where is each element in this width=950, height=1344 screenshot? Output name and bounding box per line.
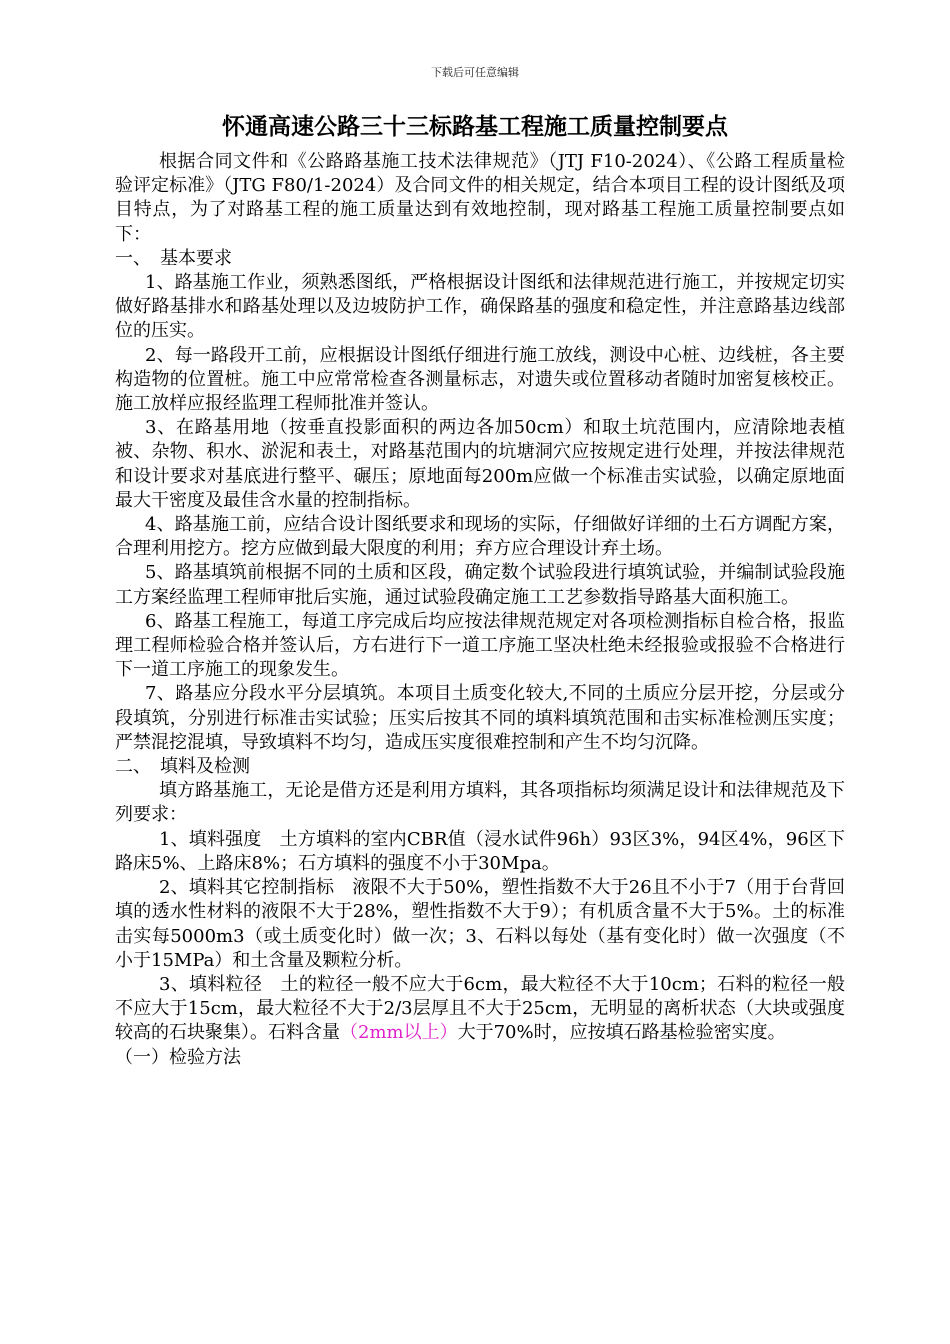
- item-3-text-before: 3、填料粒径 土的粒径一般不应大于6cm，最大粒径不大于10cm；石料的粒径一般不应大于15cm，最大粒径不大于2/3层厚且不大于25cm，无明显的离析状态（大块或强度较高的石块聚集）。石料含量: [115, 973, 845, 1044]
- section-2-intro: 填方路基施工，无论是借方还是利用方填料，其各项指标均须满足设计和法律规范及下列要求：: [115, 780, 845, 826]
- section-1-item-5: 5、路基填筑前根据不同的土质和区段，确定数个试验段进行填筑试验，并编制试验段施工方案经监理工程师审批后实施，通过试验段确定施工工艺参数指导路基大面积施工。: [115, 562, 845, 608]
- section-2-item-2: 2、填料其它控制指标 液限不大于50%，塑性指数不大于26且不小于7（用于台背回填的透水性材料的液限不大于28%，塑性指数不大于9）；有机质含量不大于5%。土的标准击实每5000m3（或土质变化时）做一次；3、石料以每处（基有变化时）做一次强度（不小于15MPa）和土含量及颗粒分析。: [115, 877, 845, 971]
- section-2-subheading: （一）检验方法: [115, 1046, 241, 1068]
- page-header-note: 下载后可任意编辑: [431, 66, 519, 79]
- section-1-item-3: 3、在路基用地（按垂直投影面积的两边各加50cm）和取土坑范围内，应清除地表植被、杂物、积水、淤泥和表土，对路基范围内的坑塘洞穴应按规定进行处理，并按法律规范和设计要求对基底进行整平、碾压；原地面每200m应做一个标准击实试验，以确定原地面最大干密度及最佳含水量的控制指标。: [115, 417, 845, 511]
- item-3-highlight: （2mm以上）: [340, 1022, 458, 1044]
- item-3-text-after: 大于70%时，应按填石路基检验密实度。: [457, 1022, 786, 1044]
- document-body: [115, 150, 845, 1070]
- intro-paragraph: 根据合同文件和《公路路基施工技术法律规范》（JTJ F10-2024）、《公路工程质量检验评定标准》（JTG F80/1-2024）及合同文件的相关规定，结合本项目工程的设计图纸及项目特点，为了对路基工程的施工质量达到有效地控制，现对路基工程施工质量控制要点如下：: [115, 151, 845, 245]
- section-1-item-6: 6、路基工程施工，每道工序完成后均应按法律规范规定对各项检测指标自检合格，报监理工程师检验合格并签认后，方右进行下一道工序施工坚决杜绝未经报验或报验不合格进行下一道工序施工的现象发生。: [115, 610, 845, 681]
- section-2-item-1: 1、填料强度 土方填料的室内CBR值（浸水试件96h）93区3%，94区4%，96区下路床5%、上路床8%；石方填料的强度不小于30Mpa。: [115, 828, 845, 874]
- section-1-item-2: 2、每一路段开工前，应根据设计图纸仔细进行施工放线，测设中心桩、边线桩，各主要构造物的位置桩。施工中应常常检查各测量标志，对遗失或位置移动者随时加密复核校正。施工放样应报经监理工程师批准并签认。: [115, 344, 845, 415]
- document-title: 怀通高速公路三十三标路基工程施工质量控制要点: [222, 114, 728, 140]
- section-1-item-1: 1、路基施工作业，须熟悉图纸，严格根据设计图纸和法律规范进行施工，并按规定切实做好路基排水和路基处理以及边坡防护工作，确保路基的强度和稳定性，并注意路基边线部位的压实。: [115, 272, 845, 342]
- section-1-item-4: 4、路基施工前，应结合设计图纸要求和现场的实际，仔细做好详细的土石方调配方案，合理利用挖方。挖方应做到最大限度的利用；弃方应合理设计弃土场。: [115, 514, 845, 560]
- section-2-heading: 二、 填料及检测: [115, 756, 250, 778]
- section-1-heading: 一、 基本要求: [115, 247, 232, 269]
- section-2-item-3: [115, 973, 845, 1046]
- section-1-item-7: 7、路基应分段水平分层填筑。本项目土质变化较大,不同的土质应分层开挖，分层或分段填筑，分别进行标准击实试验；压实后按其不同的填料填筑范围和击实标准检测压实度；严禁混挖混填，导致填料不均匀，造成压实度很难控制和产生不均匀沉降。: [115, 683, 845, 753]
